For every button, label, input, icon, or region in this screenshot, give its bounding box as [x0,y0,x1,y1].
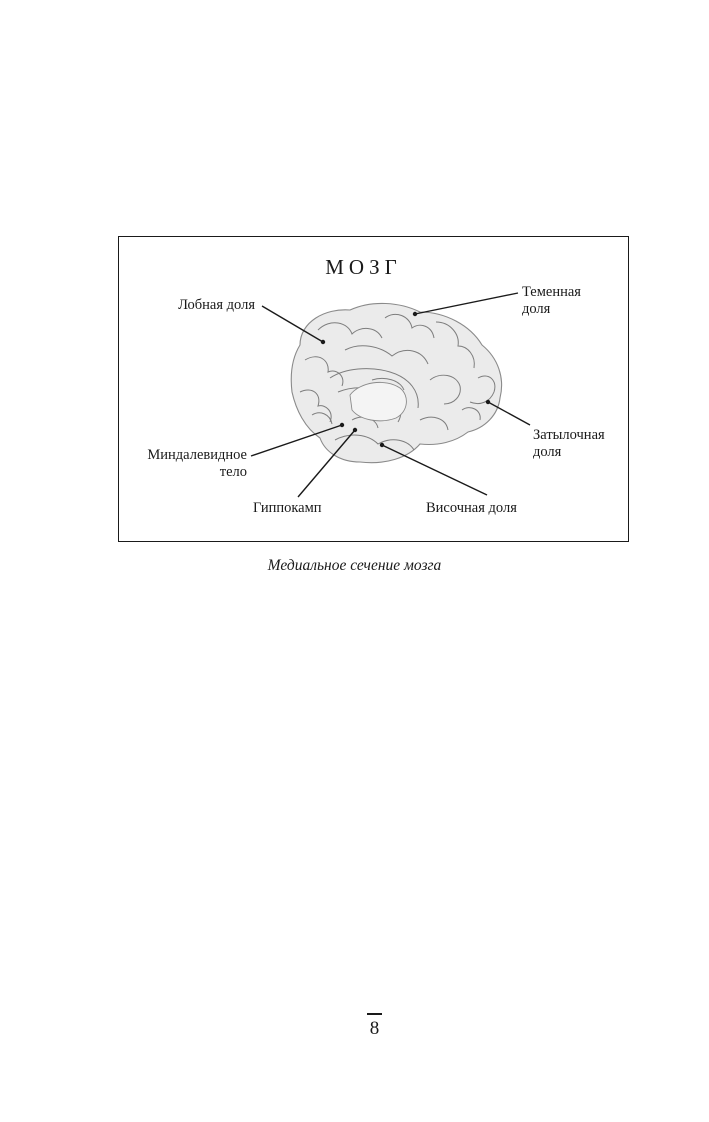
figure-caption: Медиальное сечение мозга [267,557,442,574]
label-parietal-lobe-line1: Теменная [522,284,581,300]
label-frontal-lobe-text: Лобная доля [178,297,255,313]
label-hippocampus [253,500,322,517]
label-temporal-lobe [426,500,517,517]
label-amygdala [147,447,247,481]
label-occipital-lobe-line2: доля [533,444,562,460]
figure-title: МОЗГ [325,255,402,279]
label-occipital-lobe-line1: Затылочная [533,427,605,443]
page-number-rule [367,1013,382,1015]
label-parietal-lobe [522,284,581,318]
label-hippocampus-text: Гиппокамп [253,500,322,516]
brain-illustration [291,303,501,462]
brain-inner-region [350,382,406,420]
label-frontal-lobe [178,297,255,314]
label-amygdala-line2: тело [219,464,247,480]
label-temporal-lobe-text: Височная доля [426,500,517,516]
leader-parietal [415,293,518,314]
page-number: 8 [369,1018,380,1039]
leader-temporal [382,445,487,495]
label-amygdala-line1: Миндалевидное [147,447,247,463]
label-occipital-lobe [533,427,605,461]
label-parietal-lobe-line2: доля [522,301,551,317]
